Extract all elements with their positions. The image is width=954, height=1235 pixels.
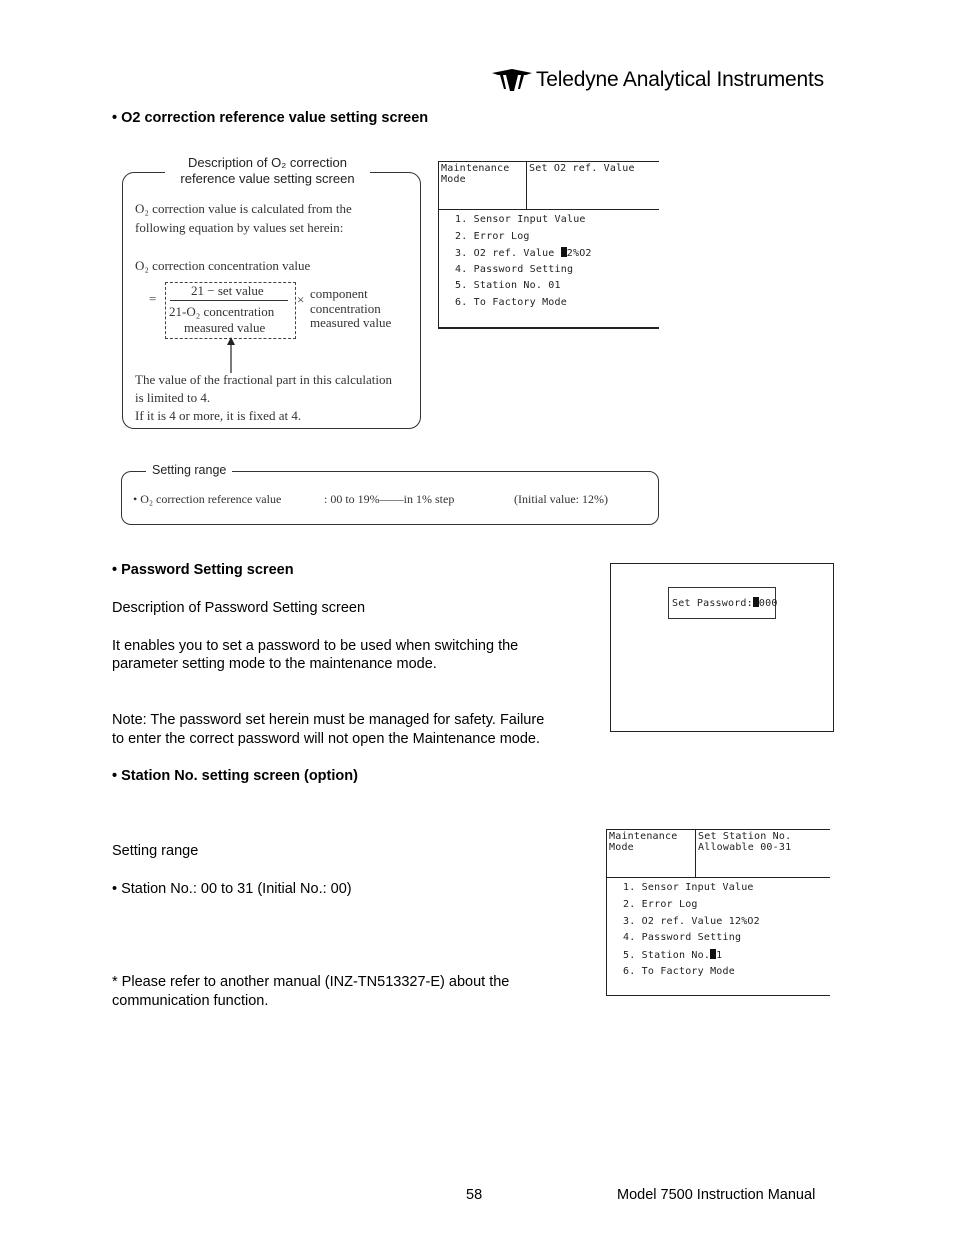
times-sign: × [297,292,305,307]
lcd-header-rule [606,877,830,878]
lcd-top-border [606,829,830,830]
lcd-screen-subtitle: Allowable 00-31 [698,842,792,853]
station-range-title: Setting range [112,843,199,859]
setting-range-title: Setting range [146,463,232,477]
lcd-screen-title: Set Station No. [698,831,792,842]
lcd-top-border [438,161,659,162]
description-text: following equation by values set herein: [135,220,344,235]
o2-ref-value[interactable]: 2%O2 [566,248,592,259]
lcd-left-border [606,829,607,996]
password-label: Set Password: [672,598,753,609]
fraction-rule [170,300,288,301]
password-description-title: Description of Password Setting screen [112,600,366,616]
description-note: is limited to 4. [135,390,211,405]
section-heading-o2: • O2 correction reference value setting screen [112,110,429,126]
lcd-bottom-border [438,327,659,329]
description-title-line: reference value setting screen [180,170,355,186]
lcd-menu-item[interactable]: 2. Error Log [455,231,530,242]
lcd-menu-item[interactable]: 4. Password Setting [623,932,742,943]
fraction-denominator: 21-O₂ concentration [169,304,275,319]
arrow-up-icon [224,337,238,373]
section-heading-password: • Password Setting screen [112,562,294,578]
password-note: to enter the correct password will not open the Maintenance mode. [112,731,540,747]
lcd-menu-item[interactable]: 5. Station No. 01 [455,280,561,291]
station-range-item: • Station No.: 00 to 31 (Initial No.: 00) [112,881,352,897]
teledyne-logo-icon [492,67,532,93]
lcd-menu-item[interactable]: 3. O2 ref. Value 12%O2 [623,916,760,927]
lcd-menu-item[interactable]: 2. Error Log [623,899,698,910]
lcd-header-divider [526,161,527,209]
password-description: It enables you to set a password to be used when switching the [112,638,519,654]
lcd-header-rule [438,209,659,210]
password-value[interactable]: 000 [758,598,778,609]
password-description: parameter setting mode to the maintenance mode. [112,656,437,672]
description-note: The value of the fractional part in this calculation [135,372,393,387]
lcd-menu-item[interactable] [455,247,592,259]
setting-range-values: : 00 to 19%——in 1% step [324,492,455,506]
station-reference-note: communication function. [112,993,269,1009]
equals-sign: = [149,291,157,306]
lcd-menu-item-label: 5. Station No. [623,950,711,961]
lcd-menu-item[interactable]: 6. To Factory Mode [623,966,735,977]
lcd-menu-item[interactable]: 6. To Factory Mode [455,297,567,308]
lcd-mode-label: Mode [609,842,634,853]
equation-label: O₂ correction concentration value [135,258,311,273]
description-note: If it is 4 or more, it is fixed at 4. [135,408,302,423]
lcd-screen-title: Set O2 ref. Value [529,163,635,174]
station-no-value[interactable]: 1 [716,950,723,961]
lcd-mode-label: Maintenance [609,831,678,842]
section-heading-station: • Station No. setting screen (option) [112,768,358,784]
lcd-header-divider [695,829,696,877]
lcd-mode-label: Mode [441,174,466,185]
lcd-menu-item-label: 3. O2 ref. Value [455,248,561,259]
setting-range-item: • O₂ correction reference value [133,492,282,506]
lcd-menu-item[interactable]: 4. Password Setting [455,264,574,275]
description-title-line: Description of O₂ correction [188,155,347,170]
brand-name: Teledyne Analytical Instruments [536,68,824,91]
lcd-menu-item[interactable]: 1. Sensor Input Value [455,214,586,225]
manual-title: Model 7500 Instruction Manual [617,1187,816,1203]
setting-range-initial: (Initial value: 12%) [514,492,608,506]
fraction-denominator: measured value [184,320,266,335]
component-label: measured value [310,315,392,330]
lcd-menu-item[interactable]: 1. Sensor Input Value [623,882,754,893]
page-header [492,64,824,96]
description-box-title [165,155,370,186]
lcd-mode-label: Maintenance [441,163,510,174]
password-input[interactable] [672,597,778,609]
component-label: component [310,286,368,301]
station-reference-note: * Please refer to another manual (INZ-TN513327-E) about the [112,974,510,990]
password-note: Note: The password set herein must be managed for safety. Failure [112,712,545,728]
fraction-numerator: 21 − set value [191,283,264,298]
lcd-menu-item[interactable] [623,949,722,961]
description-text: O₂ correction value is calculated from the [135,201,352,216]
lcd-left-border [438,161,439,328]
lcd-bottom-border [606,995,830,996]
page-number: 58 [466,1187,483,1203]
component-label: concentration [310,301,381,316]
